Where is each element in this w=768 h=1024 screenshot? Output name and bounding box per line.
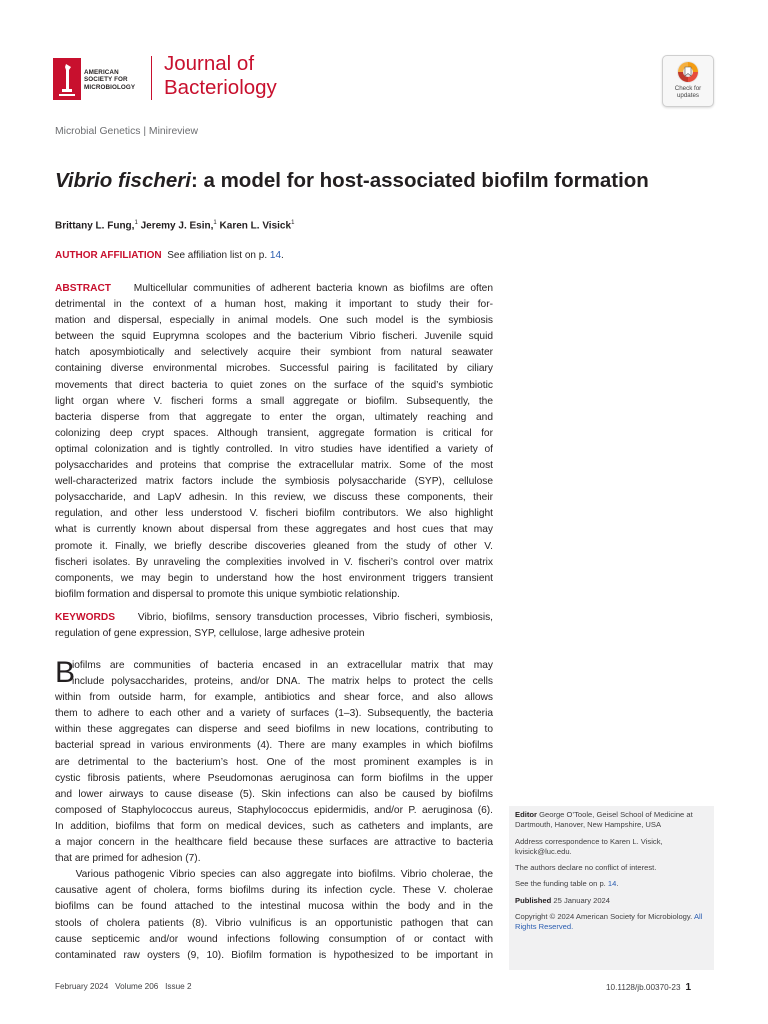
check-updates-line: Check for	[674, 85, 702, 92]
author-name[interactable]: Jeremy J. Esin,	[140, 220, 214, 232]
abstract-line: mation and dispersal, especially in animal models. One such model is the symbiosis	[55, 315, 493, 327]
intro-line: a major concern in the healthcare field because these surfaces are attractive to bacteria	[55, 837, 493, 849]
header-divider	[151, 56, 152, 100]
introduction	[55, 658, 493, 964]
copyright-text: Copyright © 2024 American Society for Microbiology.	[515, 912, 693, 922]
abstract-line: what is currently known about dispersal from these aggregates and host cues that may	[55, 524, 493, 536]
title-rest: : a model for host-associated biofilm formation	[190, 169, 649, 192]
intro-line: composed of Staphylococcus aureus, Staphylococcus epidermidis, and/or P. aeruginosa (6).	[55, 804, 493, 816]
check-for-updates-button[interactable]	[662, 55, 714, 107]
funding-text: See the funding table on p.	[515, 879, 606, 889]
article-info-sidebar	[509, 806, 714, 970]
abstract	[55, 281, 493, 603]
article-title	[55, 168, 695, 194]
published-info	[515, 896, 708, 906]
abstract-line: colonizing deep crypt spaces. Although transient, aggregate formation is critical for	[55, 427, 493, 439]
abstract-line: fischeri isolates. By unraveling the complexities involved in V. fischeri’s control over matrix	[55, 556, 493, 568]
check-updates-icon	[676, 60, 700, 84]
funding-info	[515, 879, 708, 889]
author-name[interactable]: Karen L. Visick	[219, 220, 292, 232]
society-line: SOCIETY FOR	[84, 76, 128, 84]
abstract-line: containing diverse environmental microbes. Successful pairing is facilitated by ciliary	[55, 363, 493, 375]
intro-line: within from outside harm, for example, antibiotics and shear force, and also allows	[55, 692, 493, 704]
keywords-line: regulation of gene expression, SYP, cellulose, large adhesive protein	[55, 628, 365, 640]
intro-line: In addition, biofilms that form on medical devices, such as catheters and implants, are	[55, 820, 493, 832]
abstract-line-text: Multicellular communities of adherent bacteria known as biofilms are often	[133, 283, 493, 294]
asm-logo-icon	[53, 58, 81, 100]
abstract-line: hatch aposymbiotically and selectively acquire their symbiont from natural seawater	[55, 347, 493, 359]
keywords-line	[55, 610, 493, 626]
intro-line: and lower airways to cause disease (5). Skin infections can also be caused by biofilms	[55, 788, 493, 800]
abstract-label: ABSTRACT	[55, 283, 112, 294]
intro-line: within these aggregates can disperse and seed biofilms in new locations, contributing to	[55, 724, 493, 736]
author-name[interactable]: Brittany L. Fung,	[55, 220, 135, 232]
abstract-line: biofilm formation and dispersal to promote this unique symbiotic relationship.	[55, 588, 400, 600]
intro-line: iofilms are communities of bacteria encased in an extracellular matrix that may	[72, 660, 493, 671]
journal-title-line: Bacteriology	[164, 76, 277, 99]
check-updates-label	[663, 85, 713, 99]
society-line: AMERICAN	[84, 69, 119, 76]
author-list	[55, 220, 294, 231]
intro-line: them to adhere to each other and a variety of surfaces (1–3). Subsequently, the bacteria	[55, 708, 493, 720]
intro-line: cause septicemic and/or wound infections following consumption of or contact with	[55, 933, 493, 945]
intro-line: Various pathogenic Vibrio species can also aggregate into biofilms. Vibrio cholerae, the	[55, 869, 493, 881]
society-name	[84, 69, 135, 91]
affiliation-label: AUTHOR AFFILIATION	[55, 250, 162, 261]
keywords	[55, 610, 493, 642]
article-type: Microbial Genetics | Minireview	[55, 126, 199, 137]
rights-link[interactable]: All Rights Reserved.	[515, 912, 703, 932]
abstract-line: optimal colonization and is tightly controlled. In vitro studies have identified a variety of	[55, 443, 493, 455]
footer-doi-page	[606, 982, 691, 993]
copyright	[515, 912, 708, 933]
keywords-line-text: Vibrio, biofilms, sensory transduction processes, Vibrio fischeri, symbiosis,	[137, 612, 494, 623]
check-updates-line: updates	[676, 92, 700, 99]
abstract-line: well-characterized matrix factors include the symbiosis polysaccharide (SYP), cellulose	[55, 476, 493, 488]
affiliation-text: See affiliation list on p.	[167, 250, 268, 261]
author-affiliation	[55, 250, 284, 261]
abstract-line: polysaccharide, and LapV adhesin. In this review, we discuss these components, their	[55, 492, 493, 504]
abstract-line: promote it. Finally, we briefly describe discoveries gleaned from the study of other V.	[55, 540, 493, 552]
author-affil-ref: 1	[291, 220, 295, 226]
intro-line: are detrimental to the bacterium’s host. One of the most prominent examples is in	[55, 756, 493, 768]
title-species: Vibrio fischeri	[55, 169, 191, 192]
correspondence[interactable]: Address correspondence to Karen L. Visick, kvisick@luc.edu.	[515, 836, 663, 856]
editor-info	[515, 810, 708, 831]
journal-title-line: Journal of	[164, 52, 255, 75]
doi-link[interactable]: 10.1128/jb.00370-23	[606, 983, 681, 992]
funding-end: .	[616, 879, 619, 889]
intro-line: bacterial spread in various environments (4). There are many examples in which biofilms	[55, 740, 493, 752]
intro-line: cystic fibrosis patients, where Pseudomonas aeruginosa can form biofilms in the upper	[55, 772, 493, 784]
published-label: Published	[515, 895, 552, 905]
drop-cap: B	[55, 656, 76, 689]
published-date: 25 January 2024	[553, 895, 610, 905]
abstract-line: components, we may begin to understand how the host environment triggers transient	[55, 572, 493, 584]
keywords-label: KEYWORDS	[55, 612, 115, 623]
author-affil-ref: 1	[213, 220, 217, 226]
intro-line: biofilms can be found attached to the intestinal mucosa within the body and in the	[55, 901, 493, 913]
funding-page-link[interactable]: 14	[607, 879, 617, 889]
abstract-line: regulation, and other less understood V. fischeri biofilm contributors. We also highlight	[55, 508, 493, 520]
intro-line: stools of cholera patients (8). Vibrio vulnificus is an opportunistic pathogen that can	[55, 917, 493, 929]
intro-line: contaminated raw oysters (9, 10). Biofilm formation is hypothesized to be important in	[55, 949, 493, 961]
abstract-line: between the squid Euprymna scolopes and the bacterium Vibrio fischeri. Juvenile squid	[55, 331, 493, 343]
affiliation-page-link[interactable]: 14	[269, 250, 282, 261]
abstract-line: bacteria disperse from that aggregate to enter the organ, ultimately reaching and	[55, 411, 493, 423]
abstract-line: light organ where V. fischeri forms a small aggregate or biofilm. Subsequently, the	[55, 395, 493, 407]
issue-info: February 2024 Volume 206 Issue 2	[55, 982, 192, 991]
author-affil-ref: 1	[134, 220, 138, 226]
editor-text: George O’Toole, Geisel School of Medicine at Dartmouth, Hanover, New Hampshire, USA	[515, 810, 693, 830]
affiliation-end: .	[281, 250, 284, 261]
abstract-line: detrimental in the context of a human host, making it important to study their for-	[55, 299, 493, 311]
intro-line: that are primed for adhesion (7).	[55, 853, 201, 865]
abstract-line	[55, 281, 493, 297]
abstract-line: movements that direct bacteria to quiet zones on the surface of the squid’s symbiotic	[55, 379, 493, 391]
intro-line: causative agent of cholera, forms biofilms during its infection cycle. These V. cholerae	[55, 885, 493, 897]
society-line: MICROBIOLOGY	[84, 83, 136, 91]
journal-title[interactable]	[164, 52, 277, 100]
abstract-line: polysaccharides and proteins that comprise the extracellular matrix. Some of the most	[55, 460, 493, 472]
intro-line: include polysaccharides, proteins, and/or DNA. The matrix helps to protect the cells	[72, 676, 493, 688]
editor-label: Editor	[515, 810, 537, 819]
page-number: 1	[685, 982, 692, 993]
conflict-statement: The authors declare no conflict of interest.	[515, 863, 657, 873]
